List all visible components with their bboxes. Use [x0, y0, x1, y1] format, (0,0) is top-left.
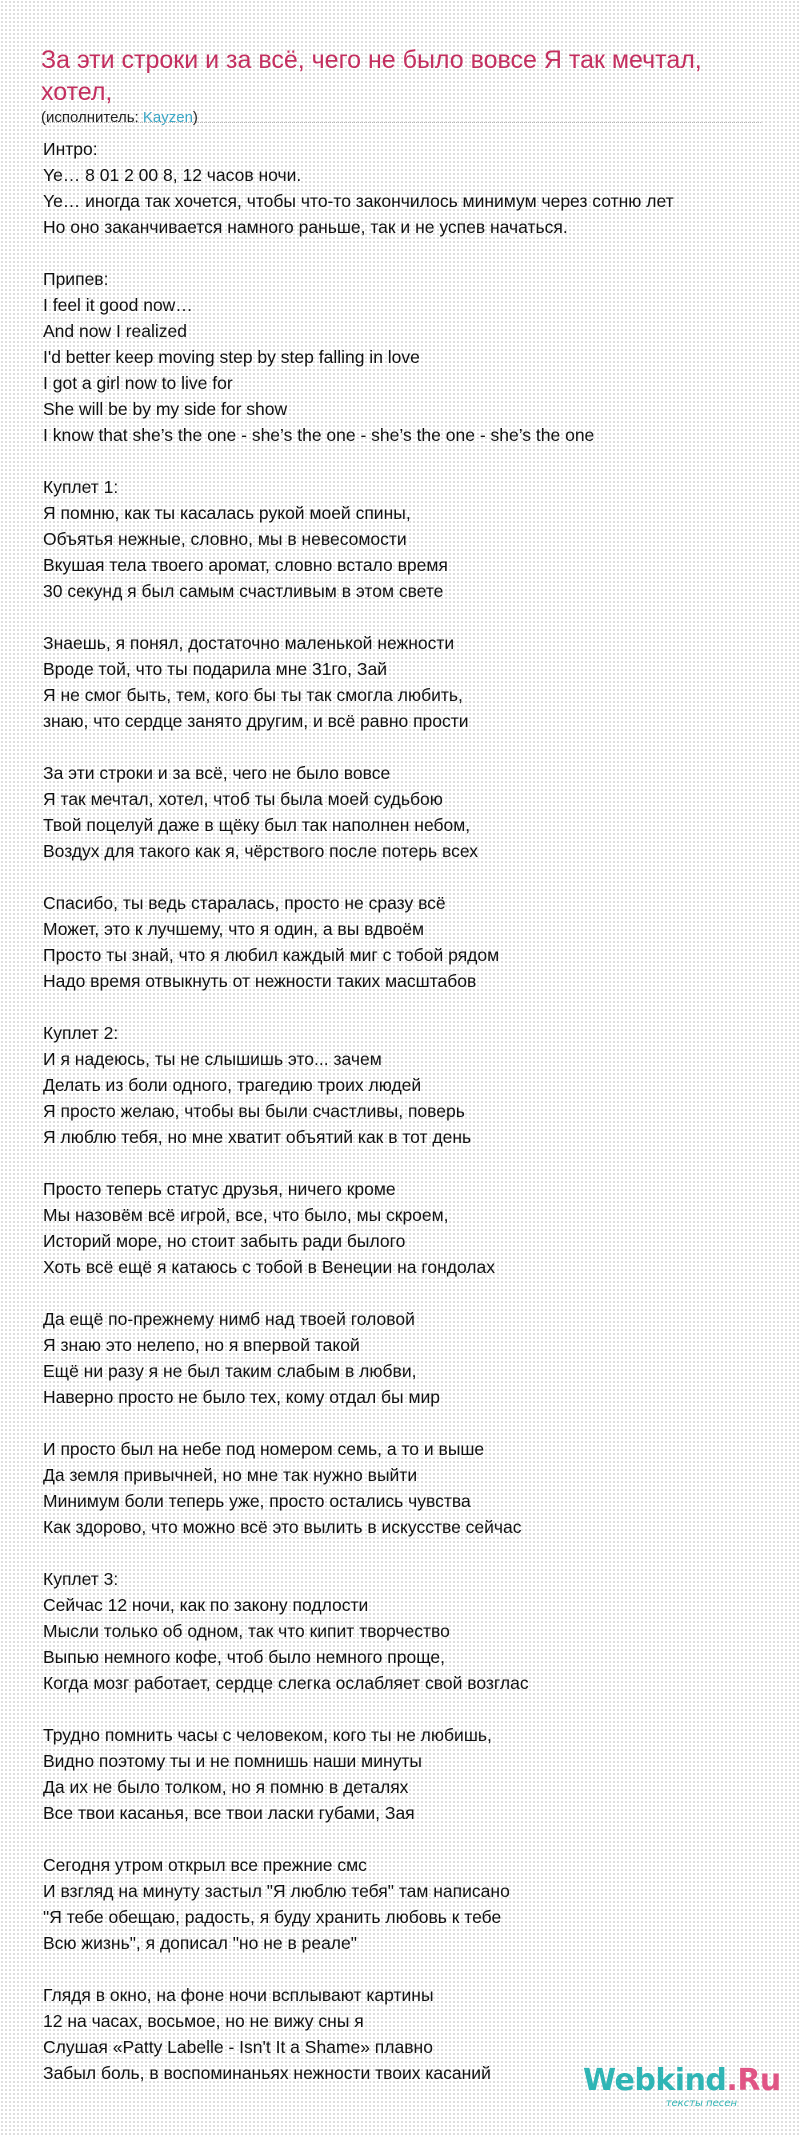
lyrics-line: Мысли только об одном, так что кипит творчество	[43, 1621, 450, 1641]
lyrics-stanza	[43, 266, 795, 448]
lyrics-line: "Я тебе обещаю, радость, я буду хранить любовь к тебе	[43, 1907, 502, 1927]
lyrics-line: Воздух для такого как я, чёрствого после потерь всех	[43, 841, 478, 861]
lyrics-line: Знаешь, я понял, достаточно маленькой нежности	[43, 633, 455, 653]
lyrics-line: Просто теперь статус друзья, ничего кроме	[43, 1179, 396, 1199]
lyrics-line: Вкушая тела твоего аромат, словно встало время	[43, 555, 448, 575]
header-divider	[41, 122, 761, 123]
lyrics-stanza	[43, 1020, 795, 1150]
lyrics-line: Делать из боли одного, трагедию троих людей	[43, 1075, 422, 1095]
logo-domain: .Ru	[726, 2063, 781, 2098]
lyrics-line: Как здорово, что можно всё это вылить в искусстве сейчас	[43, 1517, 522, 1537]
lyrics-line: 12 на часах, восьмое, но не вижу сны я	[43, 2011, 364, 2031]
lyrics-line: She will be by my side for show	[43, 399, 288, 419]
lyrics-stanza	[43, 474, 795, 604]
lyrics-line: Я помню, как ты касалась рукой моей спины,	[43, 503, 411, 523]
lyrics-line: I got a girl now to live for	[43, 373, 233, 393]
lyrics-line: Твой поцелуй даже в щёку был так наполнен небом,	[43, 815, 471, 835]
lyrics-line: I'd better keep moving step by step falling in love	[43, 347, 420, 367]
lyrics-line: Куплет 3:	[43, 1569, 119, 1589]
lyrics-line: Трудно помнить часы с человеком, кого ты не любишь,	[43, 1725, 492, 1745]
lyrics-line: И я надеюсь, ты не слышишь это... зачем	[43, 1049, 382, 1069]
lyrics-line: Да их не было толком, но я помню в деталях	[43, 1777, 409, 1797]
lyrics-line: Забыл боль, в воспоминаньях нежности твоих касаний	[43, 2063, 491, 2083]
lyrics-stanza	[43, 1566, 795, 1696]
lyrics-stanza	[43, 890, 795, 994]
lyrics-line: Когда мозг работает, сердце слегка ослабляет свой возглас	[43, 1673, 529, 1693]
performer-prefix: (исполнитель:	[41, 109, 143, 126]
lyrics-line: Куплет 2:	[43, 1023, 119, 1043]
lyrics-line: I know that she’s the one - she’s the one - she’s the one - she’s the one	[43, 425, 595, 445]
logo-word: Webkind	[583, 2063, 727, 2098]
logo-tagline: тексты песен	[665, 2098, 737, 2109]
performer-line	[41, 109, 761, 127]
lyrics-line: Сегодня утром открыл все прежние смс	[43, 1855, 367, 1875]
lyrics-line: Я не смог быть, тем, кого бы ты так смогла любить,	[43, 685, 463, 705]
lyrics-line: И просто был на небе под номером семь, а то и выше	[43, 1439, 485, 1459]
lyrics-stanza	[43, 630, 795, 734]
lyrics-line: Я так мечтал, хотел, чтоб ты была моей судьбою	[43, 789, 443, 809]
lyrics-stanza	[43, 1436, 795, 1540]
lyrics-line: Я знаю это нелепо, но я впервой такой	[43, 1335, 360, 1355]
lyrics-line: Видно поэтому ты и не помнишь наши минуты	[43, 1751, 423, 1771]
lyrics-line: Вроде той, что ты подарила мне 31го, Зай	[43, 659, 387, 679]
lyrics-line: Слушая «Patty Labelle - Isn't It a Shame» плавно	[43, 2037, 433, 2057]
lyrics-line: Спасибо, ты ведь старалась, просто не сразу всё	[43, 893, 446, 913]
song-header	[41, 44, 761, 127]
lyrics-line: Глядя в окно, на фоне ночи всплывают картины	[43, 1985, 434, 2005]
lyrics-line: Припев:	[43, 269, 109, 289]
lyrics-stanza	[43, 136, 795, 240]
lyrics-line: Ye… 8 01 2 00 8, 12 часов ночи.	[43, 165, 302, 185]
lyrics-line: Сейчас 12 ночи, как по закону подлости	[43, 1595, 369, 1615]
lyrics-line: Наверно просто не было тех, кому отдал бы мир	[43, 1387, 441, 1407]
site-logo[interactable]	[583, 2063, 781, 2116]
lyrics-line: Мы назовём всё игрой, все, что было, мы скроем,	[43, 1205, 449, 1225]
lyrics-stanza	[43, 760, 795, 864]
lyrics-line: Да ещё по-прежнему нимб над твоей головой	[43, 1309, 415, 1329]
logo-wordmark	[583, 2063, 781, 2098]
lyrics-stanza	[43, 1852, 795, 1956]
lyrics-line: И взгляд на минуту застыл "Я люблю тебя" там написано	[43, 1881, 510, 1901]
lyrics-line: Но оно заканчивается намного раньше, так и не успев начаться.	[43, 217, 568, 237]
song-title	[41, 44, 761, 108]
lyrics-line: знаю, что сердце занято другим, и всё равно прости	[43, 711, 469, 731]
lyrics-line: Да земля привычней, но мне так нужно выйти	[43, 1465, 418, 1485]
lyrics-line: Я просто желаю, чтобы вы были счастливы, поверь	[43, 1101, 465, 1121]
lyrics-line: I feel it good now…	[43, 295, 193, 315]
song-title-line-2: хотел,	[41, 78, 113, 106]
performer-suffix: )	[192, 109, 198, 126]
lyrics-line: And now I realized	[43, 321, 187, 341]
lyrics-line: За эти строки и за всё, чего не было вовсе	[43, 763, 391, 783]
lyrics-line: Выпью немного кофе, чтоб было немного проще,	[43, 1647, 446, 1667]
lyrics-stanza	[43, 1176, 795, 1280]
lyrics-line: Куплет 1:	[43, 477, 119, 497]
lyrics-line: Ye… иногда так хочется, чтобы что-то закончилось минимум через сотню лет	[43, 191, 674, 211]
lyrics-line: Историй море, но стоит забыть ради былого	[43, 1231, 406, 1251]
lyrics-line: Все твои касанья, все твои ласки губами, Зая	[43, 1803, 415, 1823]
lyrics-line: Хоть всё ещё я катаюсь с тобой в Венеции на гондолах	[43, 1257, 495, 1277]
song-title-line-1: За эти строки и за всё, чего не было вовсе Я так мечтал,	[41, 46, 702, 74]
lyrics-body	[43, 136, 795, 2112]
lyrics-line: Объятья нежные, словно, мы в невесомости	[43, 529, 407, 549]
lyrics-line: Минимум боли теперь уже, просто остались чувства	[43, 1491, 471, 1511]
lyrics-line: Интро:	[43, 139, 98, 159]
lyrics-line: Просто ты знай, что я любил каждый миг с тобой рядом	[43, 945, 500, 965]
artist-link[interactable]: Kayzen	[142, 109, 193, 126]
lyrics-line: 30 секунд я был самым счастливым в этом свете	[43, 581, 444, 601]
lyrics-stanza	[43, 1722, 795, 1826]
lyrics-line: Всю жизнь", я дописал "но не в реале"	[43, 1933, 357, 1953]
lyrics-line: Может, это к лучшему, что я один, а вы вдвоём	[43, 919, 425, 939]
lyrics-line: Я люблю тебя, но мне хватит объятий как в тот день	[43, 1127, 472, 1147]
lyrics-line: Ещё ни разу я не был таким слабым в любви,	[43, 1361, 417, 1381]
lyrics-stanza	[43, 1306, 795, 1410]
lyrics-line: Надо время отвыкнуть от нежности таких масштабов	[43, 971, 477, 991]
